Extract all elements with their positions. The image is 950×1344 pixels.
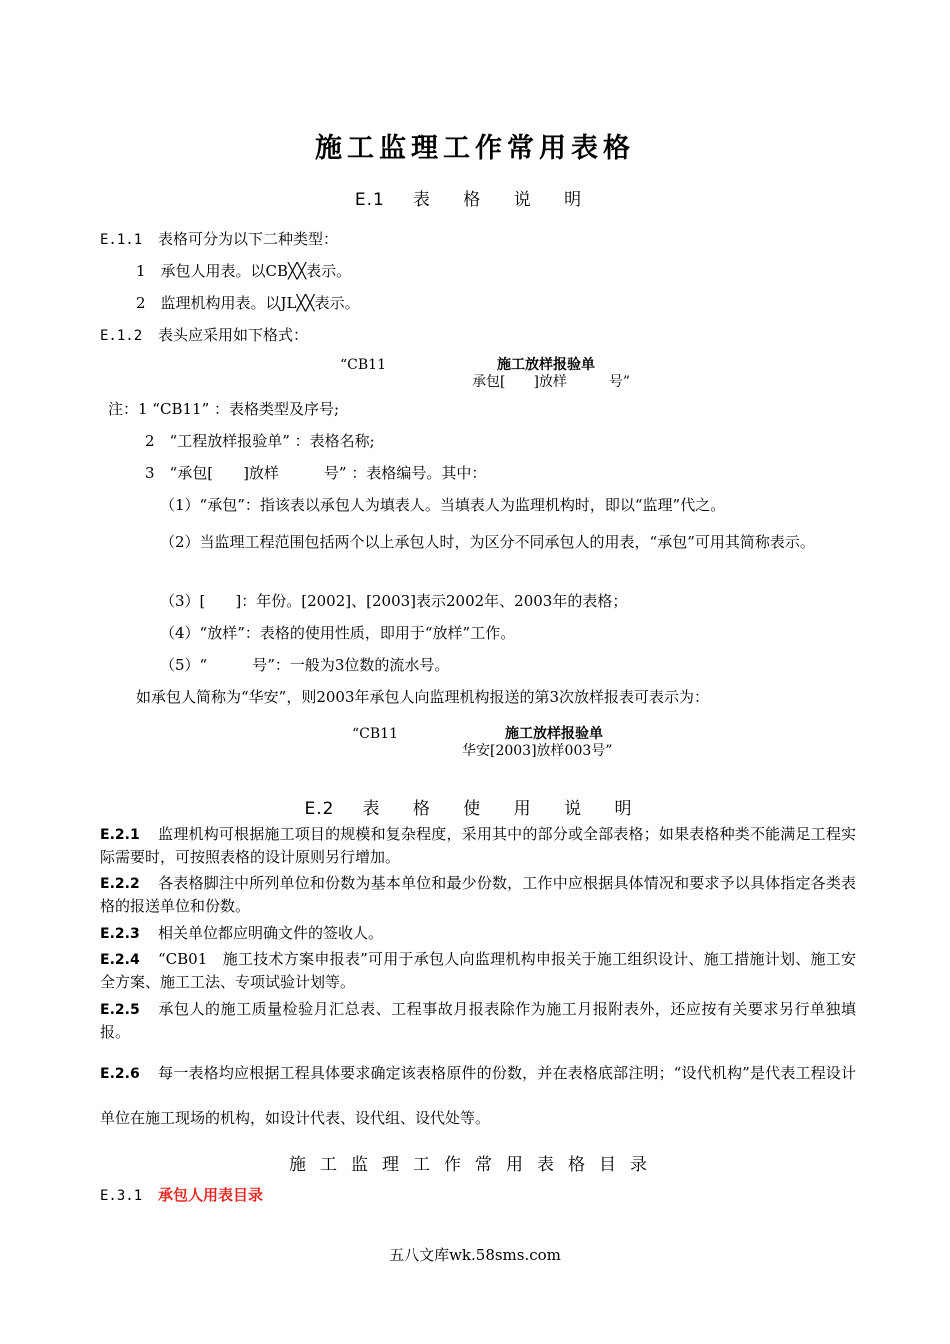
clause-number: E.2.3 [100,926,140,942]
clause-e1-2 [100,324,308,347]
example-intro: 如承包人简称为“华安”，则2003年承包人向监理机构报送的第3次放样报表可表示为： [136,688,710,706]
clause-e2-6 [100,1051,856,1140]
catalog-title: 施工监理工作常用表格目录 [289,1155,661,1175]
note-1: 注：1 “CB11” ：表格类型及序号; [108,400,340,418]
note-sub-5: （5）“ 号”：一般为3位数的流水号。 [160,656,450,674]
document-title: 施工监理工作常用表格 [315,133,635,164]
example1-number: 承包[ ]放样 号” [472,374,631,390]
footer-watermark: 五八文库wk.58sms.com [389,1246,561,1264]
clause-text: 承包人用表目录 [158,1186,264,1204]
section-e1-heading [0,185,950,210]
clause-number: E.1.2 [100,328,143,344]
note-sub-2: （2）当监理工程范围包括两个以上承包人时，为区分不同承包人的用表，“承包”可用其简称表示。 [160,533,815,551]
section-e2-heading [0,794,950,819]
example1-code: “CB11 [340,357,386,373]
clause-text: “CB01 施工技术方案申报表”可用于承包人向监理机构申报关于施工组织设计、施工措施计划、施工安全方案、施工工法、专项试验计划等。 [100,950,856,991]
note-2: 2 “工程放样报验单” ：表格名称; [145,432,375,450]
clause-text: 表头应采用如下格式： [158,326,309,344]
section-e2-number: E.2 [304,799,335,819]
clause-number: E.2.2 [100,876,140,892]
section-e1-number: E.1 [354,190,385,210]
example2-name: 施工放样报验单 [505,726,603,742]
clause-text: 监理机构可根据施工项目的规模和复杂程度，采用其中的部分或全部表格；如果表格种类不能满足工程实际需要时，可按照表格的设计原则另行增加。 [100,825,856,866]
note-sub-3: （3）[ ]：年份。[2002]、[2003]表示2002年、2003年的表格； [160,592,628,610]
clause-text: 相关单位都应明确文件的签收人。 [158,924,384,942]
note-sub-1: （1）“承包”：指该表以承包人为填表人。当填表人为监理机构时，即以“监理”代之。 [160,496,726,514]
clause-number: E.2.6 [100,1066,140,1082]
note-sub-4: （4）“放样”：表格的使用性质，即用于“放样”工作。 [160,624,516,642]
clause-number: E.1.1 [100,232,143,248]
type-item-2: 2 监理机构用表。以JL╳╳表示。 [136,294,360,312]
clause-number: E.2.1 [100,827,140,843]
section-e1-title: 表 格 说 明 [412,190,596,210]
clause-number: E.3.1 [100,1188,143,1204]
type-item-1: 1 承包人用表。以CB╳╳表示。 [136,262,352,280]
example1-name: 施工放样报验单 [497,357,595,373]
clause-e2-5 [100,998,856,1043]
clause-e2-1 [100,823,856,868]
example2-code: “CB11 [352,726,398,742]
section-e2-title: 表 格 使 用 说 明 [362,799,646,819]
example2-number: 华安[2003]放样003号” [462,743,613,759]
clause-number: E.2.5 [100,1002,140,1018]
note-3: 3 “承包[ ]放样 号” ：表格编号。其中： [145,464,487,482]
clause-text: 表格可分为以下二种类型： [158,230,339,248]
clause-e1-1 [100,228,338,251]
clause-text: 每一表格均应根据工程具体要求确定该表格原件的份数，并在表格底部注明；“设代机构”是代表工程设计单位在施工现场的机构，如设计代表、设代组、设代处等。 [100,1064,856,1127]
clause-e3-1 [100,1184,263,1207]
clause-text: 承包人的施工质量检验月汇总表、工程事故月报表除作为施工月报附表外，还应按有关要求另行单独填报。 [100,1000,856,1041]
clause-e2-2 [100,872,856,917]
clause-number: E.2.4 [100,952,140,968]
clause-e2-3 [100,922,383,945]
clause-e2-4 [100,948,856,993]
clause-text: 各表格脚注中所列单位和份数为基本单位和最少份数，工作中应根据具体情况和要求予以具体指定各类表格的报送单位和份数。 [100,874,856,915]
